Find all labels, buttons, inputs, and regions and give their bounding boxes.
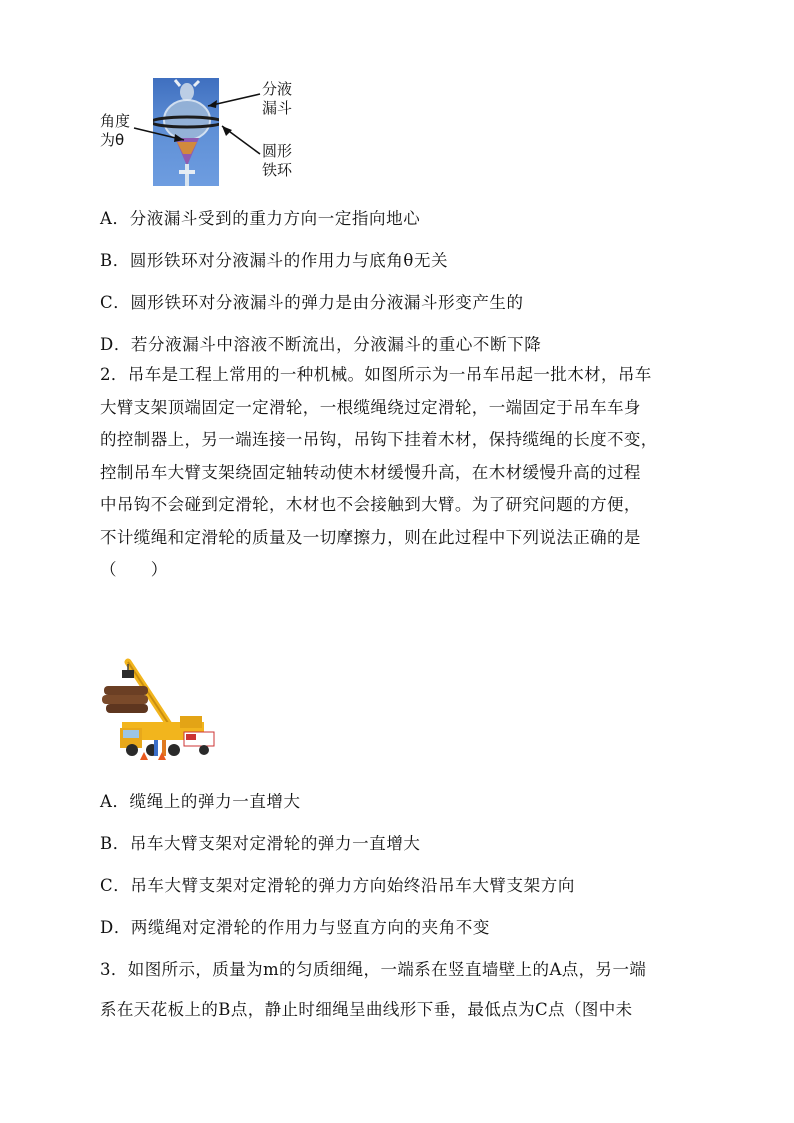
logs-icon xyxy=(102,686,148,713)
q2-answer-blank: （ ） xyxy=(100,560,168,579)
q1-option-a: A．分液漏斗受到的重力方向一定指向地心 xyxy=(100,209,421,228)
q1-option-c: C．圆形铁环对分液漏斗的弹力是由分液漏斗形变产生的 xyxy=(100,293,524,312)
label-separating-funnel: 分液 漏斗 xyxy=(262,80,293,117)
q2-option-d: D．两缆绳对定滑轮的作用力与竖直方向的夹角不变 xyxy=(100,918,491,937)
q1-option-d: D．若分液漏斗中溶液不断流出，分液漏斗的重心不断下降 xyxy=(100,335,542,354)
q2-line: 大臂支架顶端固定一定滑轮，一根缆绳绕过定滑轮，一端固定于吊车车身 xyxy=(100,397,641,417)
label-angle-theta: 角度 为θ xyxy=(100,112,131,149)
label-round-iron-ring: 圆形 铁环 xyxy=(262,142,293,179)
q2-option-b: B．吊车大臂支架对定滑轮的弹力一直增大 xyxy=(100,834,421,853)
q3-stem xyxy=(100,950,704,1030)
figure1-pointer-arrows xyxy=(96,76,306,188)
q2-option-c: C．吊车大臂支架对定滑轮的弹力方向始终沿吊车大臂支架方向 xyxy=(100,876,575,895)
q2-line: 不计缆绳和定滑轮的质量及一切摩擦力，则在此过程中下列说法正确的是 xyxy=(100,527,641,547)
q2-line: 2．吊车是工程上常用的一种机械。如图所示为一吊车吊起一批木材，吊车 xyxy=(100,365,652,384)
crane-illustration xyxy=(100,656,224,766)
q3-line: 3．如图所示，质量为m的匀质细绳，一端系在竖直墙壁上的A点，另一端 xyxy=(100,960,647,979)
q1-option-b: B．圆形铁环对分液漏斗的作用力与底角θ无关 xyxy=(100,251,449,270)
q2-line: 中吊钩不会碰到定滑轮，木材也不会接触到大臂。为了研究问题的方便， xyxy=(100,495,641,514)
q3-line: 系在天花板上的B点，静止时细绳呈曲线形下垂，最低点为C点（图中未 xyxy=(100,1000,633,1019)
separating-funnel-figure xyxy=(96,76,306,188)
q2-stem xyxy=(100,359,704,587)
q2-line: 控制吊车大臂支架绕固定轴转动使木材缓慢升高，在木材缓慢升高的过程 xyxy=(100,462,641,482)
q2-option-a: A．缆绳上的弹力一直增大 xyxy=(100,792,301,811)
crane-figure xyxy=(100,656,224,766)
q2-line: 的控制器上，另一端连接一吊钩，吊钩下挂着木材，保持缆绳的长度不变， xyxy=(100,430,658,449)
